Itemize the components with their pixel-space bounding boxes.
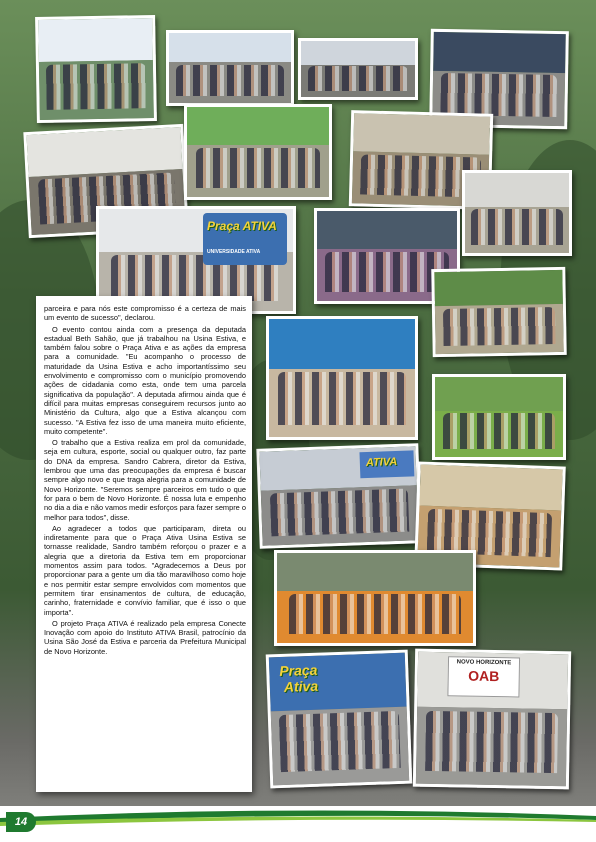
banner [359, 450, 414, 478]
event-photo [166, 30, 294, 106]
sign-praca-ativa: Praça ATIVA [207, 219, 277, 233]
event-photo [266, 650, 413, 789]
event-photo [274, 550, 476, 646]
event-photo [35, 15, 157, 123]
event-photo [184, 104, 332, 200]
event-photo [462, 170, 572, 256]
article-text-panel [36, 296, 252, 792]
page-number: 14 [6, 812, 36, 832]
event-photo [432, 374, 566, 460]
oab-banner [447, 656, 520, 697]
sign-ativa-big: Ativa [283, 677, 319, 695]
sign-novo-horizonte: NOVO HORIZONTE [456, 659, 512, 667]
sign-ativa: ATIVA [365, 455, 398, 470]
sign-oab: OAB [468, 667, 500, 685]
event-photo [298, 38, 418, 100]
article-paragraph: O trabalho que a Estiva realiza em prol da comunidade, seja em cultura, esporte, social ou qualquer outro, faz parte do DNA da empresa. Sandro Cabrera, diretor da Estiva, lembrou que uma das preocupações da empresa é buscar sempre algo novo e que traga alegria para a comunidade de Novo Horizonte. "Seremos sempre parceiros em tudo o que for para o bem de Novo Horizonte. É nossa luta e empenho no dia a dia e não vamos medir esforços para fazer sempre o melhor para todos", disse. [44, 438, 246, 522]
event-photo [266, 316, 418, 440]
article-paragraph: O evento contou ainda com a presença da deputada estadual Beth Sahão, que já trabalhou na Usina Estiva, e também falou sobre o Praça Ativa e as ações da empresa para a comunidade. "Eu acompanho o processo de maturidade da Usina Estiva e acho importantíssimo seu envolvimento e compromisso com o município promovendo ações de cidadania como esta, onde tem uma parcela significativa da população". A deputada afirmou ainda que é difícil para muitas empresas conseguirem recursos junto ao Ministério da Cultura, algo que a Estiva alcançou com sucesso. "A Estiva fez isso de uma maneira muito eficiente, muito competente". [44, 324, 246, 436]
sign-subtitle: UNIVERSIDADE ATIVA [207, 249, 261, 255]
event-photo [256, 443, 421, 549]
sign-praca: Praça [279, 661, 318, 680]
article-paragraph: Ao agradecer a todos que participaram, direta ou indiretamente para que o Praça Ativa Usina Estiva se tornasse realidade, Sandro também reforçou o prazer e a alegria que a diretoria da Estiva tem em proporcionar momentos assim para todos. "Agradecemos a Deus por proporcionar para a gente um dia tão maravilhoso como hoje e nos permitir estar sempre envolvidos com momentos que permitem tirar ensinamentos de cultura, de educação, carinho, fraternidade e convívio familiar, que é isso o que importa". [44, 523, 246, 617]
event-photo [413, 649, 571, 790]
footer-swoosh [0, 808, 596, 826]
article-paragraph: parceira e para nós este compromisso é a certeza de mais um evento de sucesso", declarou. [44, 304, 246, 323]
event-photo [431, 267, 567, 357]
article-paragraph: O projeto Praça ATIVA é realizado pela empresa Conecte Inovação com apoio do Instituto ATIVA Brasil, patrocínio da Usina São José da Estiva e parceria da Prefeitura Municipal de Novo Horizonte. [44, 618, 246, 656]
banner [203, 213, 287, 265]
